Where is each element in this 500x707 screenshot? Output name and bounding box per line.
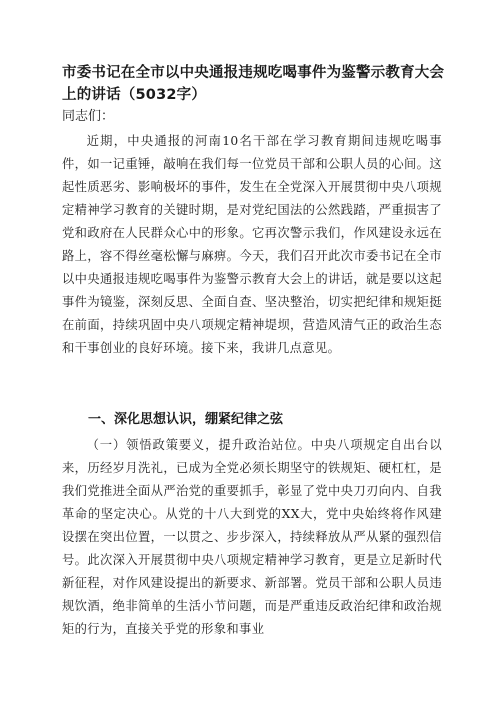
paragraph-section-1: （一）领悟政策要义，提升政治站位。中央八项规定自出台以来，历经岁月洗礼，已成为全党必须长期坚守的铁规矩、硬杠杠，是我们党推进全面从严治党的重要抓手，彰显了党中央刀刃向内、自我革命的坚定决心。从党的十八大到党的XX大，党中央始终将作风建设摆在突出位置，一以贯之、步步深入，持续释放从严从紧的强烈信号。此次深入开展贯彻中央八项规定精神学习教育，更是立足新时代新征程，对作风建设提出的新要求、新部署。党员干部和公职人员违规饮酒，绝非简单的生活小节问题，而是严重违反政治纪律和政治规矩的行为，直接关乎党的形象和事业 <box>62 438 442 636</box>
paragraph-intro: 近期，中央通报的河南10名干部在学习教育期间违规吃喝事件，如一记重锤，敲响在我们每一位党员干部和公职人员的心间。这起性质恶劣、影响极坏的事件，发生在全党深入开展贯彻中央八项规定精神学习教育的关键时期，是对党纪国法的公然践踏，严重损害了党和政府在人民群众心中的形象。它再次警示我们，作风建设永远在路上，容不得丝毫松懈与麻痹。今天，我们召开此次市委书记在全市以中央通报违规吃喝事件为鉴警示教育大会上的讲话，就是要以这起事件为镜鉴，深刻反思、全面自查、坚决整治，切实把纪律和规矩挺在前面，持续巩固中央八项规定精神堤坝，营造风清气正的政治生态和干事创业的良好环境。接下来，我讲几点意见。 <box>62 134 442 355</box>
document-title: 市委书记在全市以中央通报违规吃喝事件为鉴警示教育大会上的讲话（5032字） <box>62 65 445 103</box>
greeting: 同志们： <box>62 109 115 124</box>
section-heading: 一、深化思想认识，绷紧纪律之弦 <box>88 412 284 427</box>
